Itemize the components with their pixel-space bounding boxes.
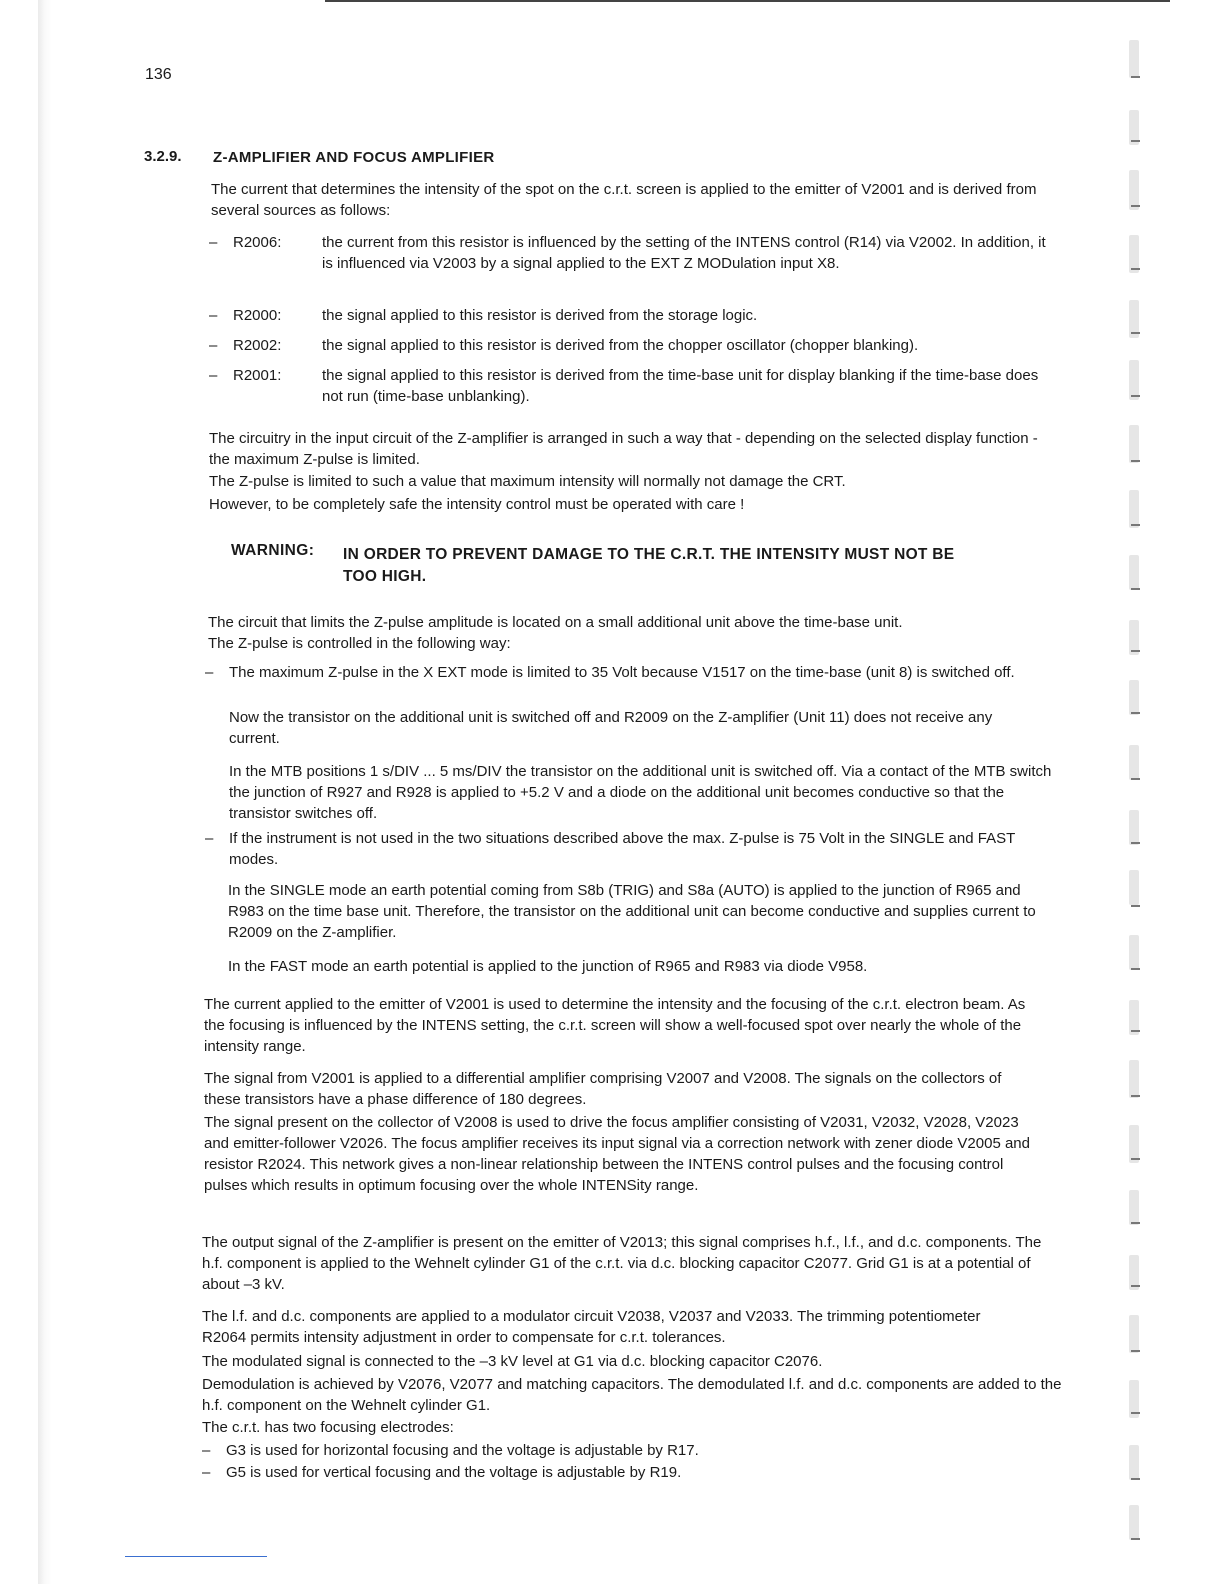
resistor-ref: R2001: (233, 367, 282, 384)
dash-bullet: – (209, 367, 218, 384)
dash-bullet: – (205, 664, 214, 681)
dash-bullet: – (202, 1464, 211, 1481)
focus-paragraph-2b: The signal present on the collector of V2008 is used to drive the focus amplifier consisting of V2031, V2032, V2028, V2023 and emitter-follower V2026. The focus amplifier receives its input signal via a correction network with zener diode V2005 and resistor R2024. This network gives a non-linear relationship between the INTENS control pulses and the focusing control pulses which results in optimum focusing over the whole INTENSity range. (204, 1114, 1030, 1194)
focus-paragraph-4c: Demodulation is achieved by V2076, V2077 and matching capacitors. The demodulated l.f. and d.c. components are added to the h.f. component on the Wehnelt cylinder G1. (202, 1376, 1062, 1414)
section-number: 3.2.9. (144, 148, 182, 165)
intro-paragraph: The current that determines the intensity of the spot on the c.r.t. screen is applied to the emitter of V2001 and is derived from several sources as follows: (211, 181, 1037, 219)
focus-paragraph-4b: The modulated signal is connected to the –3 kV level at G1 via d.c. blocking capacitor C2076. (202, 1353, 823, 1370)
fast-mode-paragraph: In the FAST mode an earth potential is applied to the junction of R965 and R983 via diode V958. (228, 958, 868, 975)
xext-detail-paragraph: Now the transistor on the additional unit is switched off and R2009 on the Z-amplifier (Unit 11) does not receive any current. (229, 709, 993, 747)
mtb-paragraph: In the MTB positions 1 s/DIV ... 5 ms/DIV the transistor on the additional unit is switched off. Via a contact of the MTB switch the junction of R927 and R928 is applied to +5.2 V and a diode on the additional unit becomes conductive so that the transistor switches off. (229, 763, 1052, 822)
mode-text: The maximum Z-pulse in the X EXT mode is limited to 35 Volt because V1517 on the time-base (unit 8) is switched off. (229, 664, 1015, 681)
single-mode-paragraph: In the SINGLE mode an earth potential coming from S8b (TRIG) and S8a (AUTO) is applied to the junction of R965 and R983 on the time base unit. Therefore, the transistor on the additional unit can become conductive and supplies current to R2009 on the Z-amplifier. (228, 882, 1036, 941)
page-number: 136 (145, 66, 172, 83)
electrode-text: G5 is used for vertical focusing and the voltage is adjustable by R19. (226, 1464, 682, 1481)
page-binding-shadow (38, 0, 52, 1584)
warning-text: IN ORDER TO PREVENT DAMAGE TO THE C.R.T. THE INTENSITY MUST NOT BE TOO HIGH. (343, 546, 955, 585)
circuitry-paragraph: The circuitry in the input circuit of the Z-amplifier is arranged in such a way that - depending on the selected display function - the maximum Z-pulse is limited. (209, 430, 1038, 468)
source-description: the signal applied to this resistor is derived from the storage logic. (322, 307, 758, 324)
resistor-ref: R2002: (233, 337, 282, 354)
section-title: Z-AMPLIFIER AND FOCUS AMPLIFIER (213, 149, 495, 166)
focus-paragraph-1: The current applied to the emitter of V2001 is used to determine the intensity and the focusing of the c.r.t. electron beam. As the focusing is influenced by the INTENS setting, the c.r.t. screen will show a well-focused spot over nearly the whole of the intensity range. (204, 996, 1026, 1055)
focus-paragraph-3: The output signal of the Z-amplifier is present on the emitter of V2013; this signal comprises h.f., l.f., and d.c. components. The h.f. component is applied to the Wehnelt cylinder G1 of the c.r.t. via d.c. blocking capacitor C2077. Grid G1 is at a potential of about –3 kV. (202, 1234, 1042, 1293)
dash-bullet: – (209, 307, 218, 324)
top-rule (325, 0, 1170, 2)
dash-bullet: – (209, 234, 218, 251)
warning-label: WARNING: (231, 542, 315, 559)
mode-text: If the instrument is not used in the two situations described above the max. Z-pulse is 75 Volt in the SINGLE and FAST modes. (229, 830, 1015, 868)
limiter-intro: The Z-pulse is controlled in the following way: (208, 635, 511, 652)
scan-edge (1125, 0, 1149, 1584)
focus-paragraph-4a: The l.f. and d.c. components are applied to a modulator circuit V2038, V2037 and V2033. The trimming potentiometer R2064 permits intensity adjustment in order to compensate for c.r.t. tolerances. (202, 1308, 981, 1346)
resistor-ref: R2006: (233, 234, 282, 251)
dash-bullet: – (205, 830, 214, 847)
dash-bullet: – (209, 337, 218, 354)
electrode-text: G3 is used for horizontal focusing and the voltage is adjustable by R17. (226, 1442, 699, 1459)
focus-paragraph-2a: The signal from V2001 is applied to a differential amplifier comprising V2007 and V2008. The signals on the collectors of these transistors have a phase difference of 180 degrees. (204, 1070, 1002, 1108)
resistor-ref: R2000: (233, 307, 282, 324)
source-description: the signal applied to this resistor is derived from the time-base unit for display blanking if the time-base does not run (time-base unblanking). (322, 367, 1039, 405)
dash-bullet: – (202, 1442, 211, 1459)
source-description: the signal applied to this resistor is derived from the chopper oscillator (chopper blanking). (322, 337, 919, 354)
care-sentence: However, to be completely safe the intensity control must be operated with care ! (209, 496, 745, 513)
focus-paragraph-4d: The c.r.t. has two focusing electrodes: (202, 1419, 454, 1436)
source-description: the current from this resistor is influenced by the setting of the INTENS control (R14) via V2002. In addition, it is influenced via V2003 by a signal applied to the EXT Z MODulation input X8. (322, 234, 1046, 272)
limiter-paragraph: The circuit that limits the Z-pulse amplitude is located on a small additional unit above the time-base unit. (208, 614, 903, 631)
limit-sentence: The Z-pulse is limited to such a value that maximum intensity will normally not damage the CRT. (209, 473, 846, 490)
bottom-rule (125, 1556, 267, 1557)
